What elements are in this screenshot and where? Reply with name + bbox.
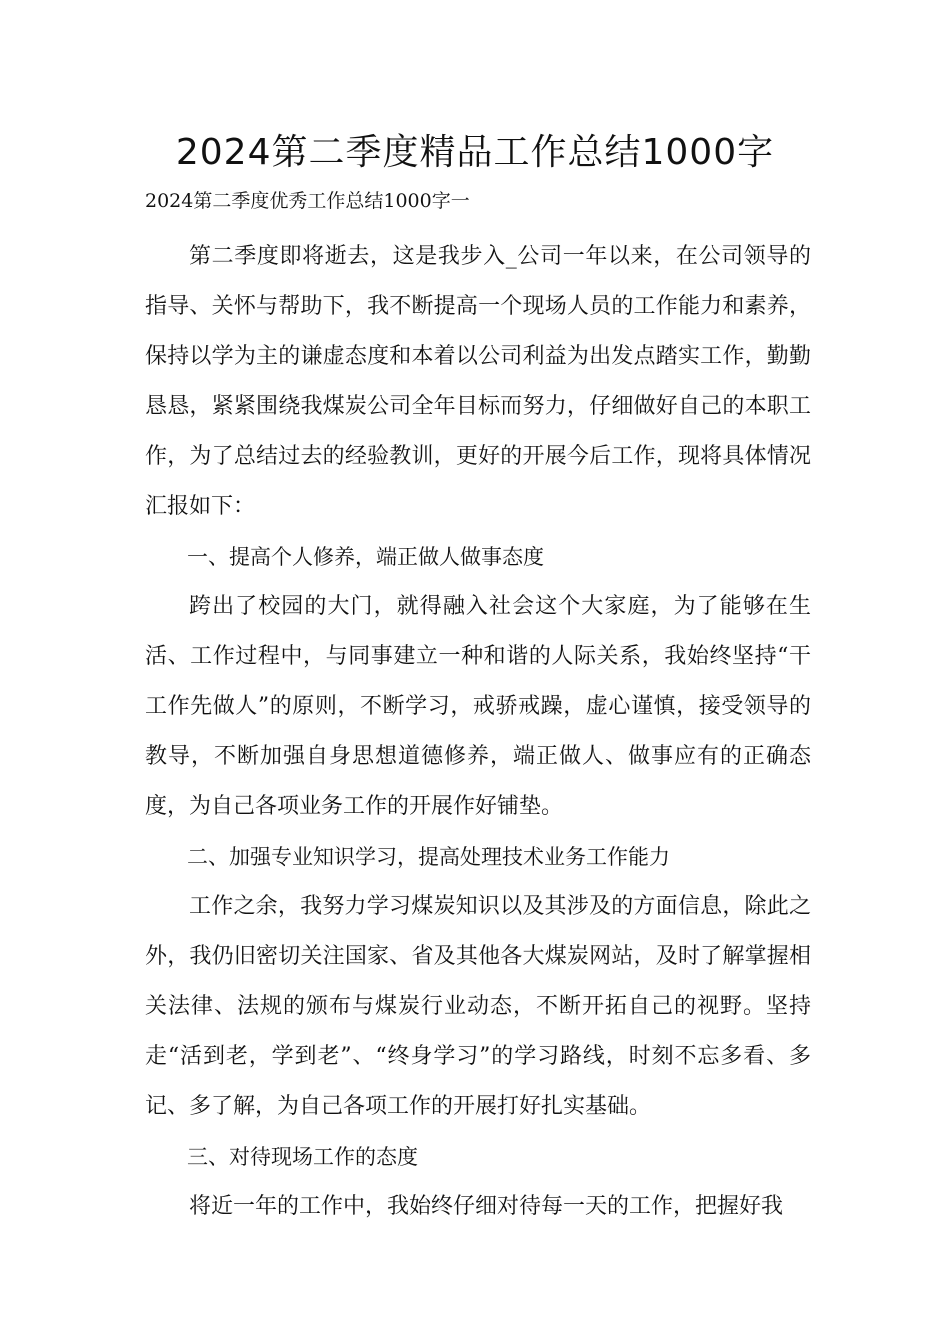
document-subtitle: 2024第二季度优秀工作总结1000字一 — [145, 190, 470, 212]
section-heading-3: 三、对待现场工作的态度 — [187, 1145, 418, 1169]
paragraph-section-1: 跨出了校园的大门，就得融入社会这个大家庭，为了能够在生活、工作过程中，与同事建立一种和谐的人际关系，我始终坚持“干工作先做人”的原则，不断学习，戒骄戒躁，虚心谨慎，接受领导的教导，不断加强自身思想道德修养，端正做人、做事应有的正确态度，为自己各项业务工作的开展作好铺垫。 — [145, 594, 811, 819]
paragraph-section-3: 将近一年的工作中，我始终仔细对待每一天的工作，把握好我 — [189, 1194, 784, 1219]
paragraph-intro: 第二季度即将逝去，这是我步入_公司一年以来，在公司领导的指导、关怀与帮助下，我不断提高一个现场人员的工作能力和素养，保持以学为主的谦虚态度和本着以公司利益为出发点踏实工作，勤勤恳恳，紧紧围绕我煤炭公司全年目标而努力，仔细做好自己的本职工作，为了总结过去的经验教训，更好的开展今后工作，现将具体情况汇报如下： — [145, 244, 811, 519]
section-heading-1: 一、提高个人修养，端正做人做事态度 — [187, 545, 544, 569]
section-heading-2: 二、加强专业知识学习，提高处理技术业务工作能力 — [187, 845, 670, 869]
document-title: 2024第二季度精品工作总结1000字 — [175, 132, 775, 173]
document-body — [145, 232, 811, 1232]
paragraph-section-2: 工作之余，我努力学习煤炭知识以及其涉及的方面信息，除此之外，我仍旧密切关注国家、省及其他各大煤炭网站，及时了解掌握相关法律、法规的颁布与煤炭行业动态，不断开拓自己的视野。坚持走“活到老，学到老”、“终身学习”的学习路线，时刻不忘多看、多记、多了解，为自己各项工作的开展打好扎实基础。 — [145, 894, 811, 1119]
